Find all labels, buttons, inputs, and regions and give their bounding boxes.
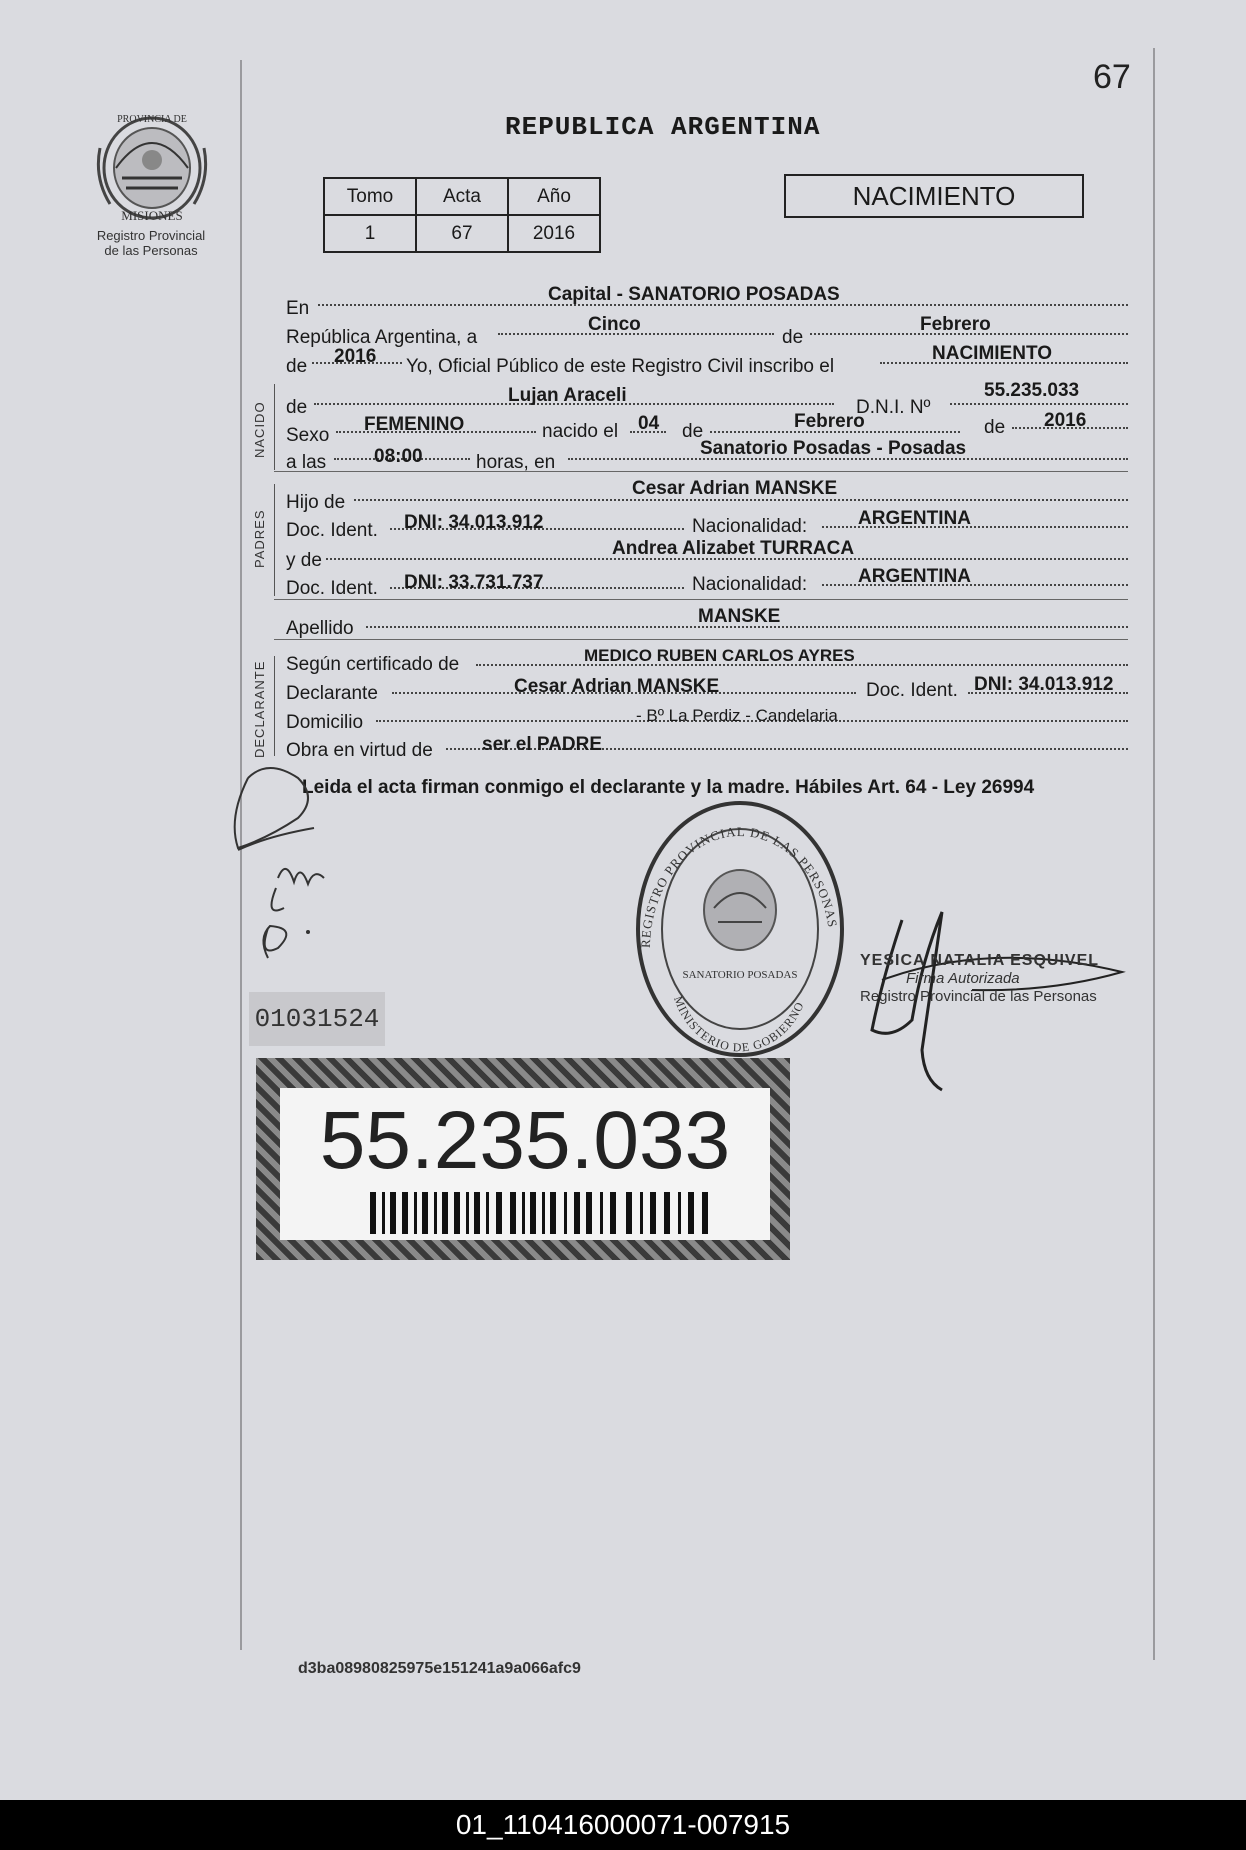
- label-de-mes: de: [984, 417, 1006, 438]
- label-doc-madre: Doc. Ident.: [286, 578, 378, 599]
- closing-statement: Leida el acta firman conmigo el declarante y la madre. Hábiles Art. 64 - Ley 26994: [302, 777, 1035, 798]
- label-de: de: [782, 327, 804, 348]
- value-anio: 2016: [508, 215, 600, 252]
- svg-text:MINISTERIO DE GOBIERNO: MINISTERIO DE GOBIERNO: [671, 994, 807, 1055]
- value-certificado: MEDICO RUBEN CARLOS AYRES: [584, 646, 855, 665]
- label-obra: Obra en virtud de: [286, 740, 433, 761]
- value-anio-nac: 2016: [1044, 410, 1087, 431]
- value-tomo: 1: [324, 215, 416, 252]
- official-role: Firma Autorizada: [906, 970, 1020, 987]
- label-hijo: Hijo de: [286, 492, 346, 513]
- value-doc-padre: DNI: 34.013.912: [404, 512, 544, 533]
- divider-padres: [274, 471, 1128, 472]
- svg-text:MISIONES: MISIONES: [121, 208, 183, 223]
- value-mes-nac: Febrero: [794, 411, 865, 432]
- value-dia-letras: Cinco: [588, 314, 641, 335]
- label-de-nombre: de: [286, 397, 308, 418]
- official-name: YESICA NATALIA ESQUIVEL: [860, 952, 1100, 969]
- value-madre: Andrea Alizabet TURRACA: [612, 538, 855, 559]
- value-declarante: Cesar Adrian MANSKE: [514, 676, 720, 697]
- section-label-nacido: NACIDO: [252, 401, 267, 458]
- misiones-coat-of-arms-icon: [92, 108, 212, 226]
- record-type-box: NACIMIENTO: [784, 174, 1084, 218]
- value-mes: Febrero: [920, 314, 991, 335]
- label-segun: Según certificado de: [286, 654, 460, 675]
- image-footer-id: 01_110416000071-007915: [0, 1800, 1246, 1850]
- value-nac-madre: ARGENTINA: [858, 566, 971, 587]
- value-sexo: FEMENINO: [364, 414, 465, 435]
- label-nac-padre: Nacionalidad:: [692, 516, 808, 537]
- official-office: Registro Provincial de las Personas: [860, 988, 1097, 1005]
- right-margin-line: [1153, 48, 1155, 1660]
- dni-barcode-label: [256, 1058, 790, 1260]
- barcode-number: 55.235.033: [319, 1095, 731, 1186]
- value-dni: 55.235.033: [984, 380, 1080, 401]
- official-signature-block: [860, 952, 1099, 1006]
- value-domicilio: - Bº La Perdiz - Candelaria: [636, 706, 838, 725]
- reference-table: [323, 177, 601, 253]
- label-dni: D.N.I. Nº: [856, 397, 931, 418]
- header-acta: Acta: [416, 178, 508, 215]
- label-en: En: [286, 298, 310, 319]
- label-de-dia: de: [682, 421, 704, 442]
- label-horas: horas, en: [476, 452, 556, 473]
- value-lugar-nac: Sanatorio Posadas - Posadas: [700, 438, 967, 459]
- value-acta: 67: [416, 215, 508, 252]
- label-a-las: a las: [286, 452, 327, 473]
- label-y-de: y de: [286, 550, 322, 571]
- label-apellido: Apellido: [286, 618, 354, 639]
- section-label-padres: PADRES: [252, 509, 267, 568]
- serial-number: 01031524: [249, 992, 385, 1046]
- svg-text:REGISTRO PROVINCIAL DE LAS PER: REGISTRO PROVINCIAL DE LAS PERSONAS: [637, 823, 841, 949]
- label-oficial: Yo, Oficial Público de este Registro Civil inscribo el: [406, 356, 835, 377]
- document-hash: d3ba08980825975e151241a9a066afc9: [298, 1660, 581, 1677]
- value-hora: 08:00: [374, 446, 423, 467]
- value-dia-nac: 04: [638, 413, 660, 434]
- value-doc-madre: DNI: 33.731.737: [404, 572, 544, 593]
- section-divider-nacido: [274, 384, 275, 470]
- value-lugar: Capital - SANATORIO POSADAS: [548, 284, 840, 305]
- label-domicilio: Domicilio: [286, 712, 364, 733]
- divider-declarante: [274, 639, 1128, 640]
- divider-apellido: [274, 599, 1128, 600]
- value-apellido: MANSKE: [698, 606, 781, 627]
- value-nombre: Lujan Araceli: [508, 385, 627, 406]
- value-doc-declarante: DNI: 34.013.912: [974, 674, 1114, 695]
- label-sexo: Sexo: [286, 425, 330, 446]
- barcode-bars: [370, 1192, 710, 1234]
- line-dni: [950, 403, 1128, 405]
- svg-text:PROVINCIA DE: PROVINCIA DE: [117, 114, 187, 125]
- signature-declarant-icon: [228, 758, 378, 978]
- section-divider-declarante: [274, 656, 275, 756]
- logo-caption: Registro Provincial de las Personas: [96, 228, 206, 258]
- header-anio: Año: [508, 178, 600, 215]
- value-anio: 2016: [334, 346, 377, 367]
- value-acto: NACIMIENTO: [932, 343, 1052, 364]
- value-padre: Cesar Adrian MANSKE: [632, 478, 838, 499]
- label-nacido: nacido el: [542, 421, 619, 442]
- header-tomo: Tomo: [324, 178, 416, 215]
- value-nac-padre: ARGENTINA: [858, 508, 971, 529]
- label-nac-madre: Nacionalidad:: [692, 574, 808, 595]
- label-declarante: Declarante: [286, 683, 378, 704]
- value-obra: ser el PADRE: [482, 734, 603, 755]
- label-de2: de: [286, 356, 308, 377]
- label-republica: República Argentina, a: [286, 327, 478, 348]
- label-doc-declarante: Doc. Ident.: [866, 680, 958, 701]
- section-label-declarante: DECLARANTE: [252, 660, 267, 758]
- official-stamp-icon: [634, 798, 846, 1060]
- section-divider-padres: [274, 484, 275, 596]
- document-title: REPUBLICA ARGENTINA: [505, 112, 821, 142]
- label-doc-padre: Doc. Ident.: [286, 520, 378, 541]
- barcode-label-inner: [280, 1088, 770, 1240]
- page-number: 67: [1093, 58, 1131, 96]
- svg-text:SANATORIO POSADAS: SANATORIO POSADAS: [682, 969, 798, 981]
